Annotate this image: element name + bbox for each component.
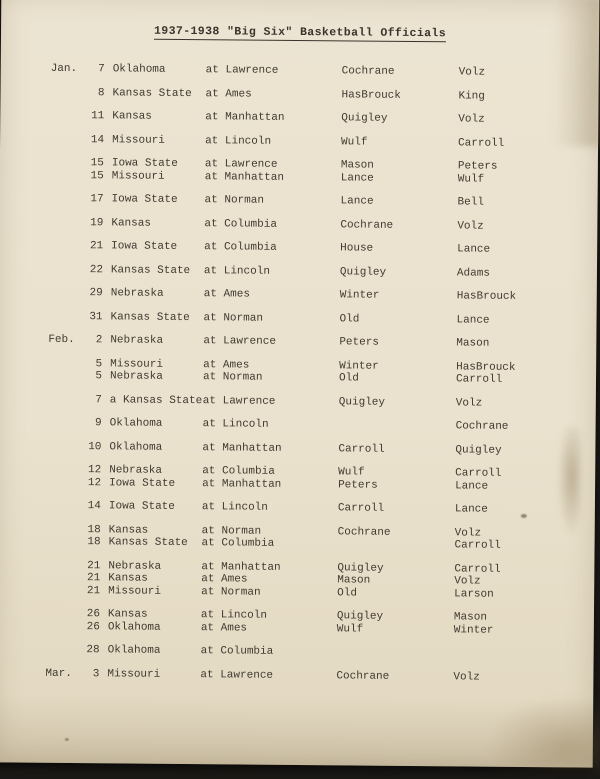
schedule-row xyxy=(51,63,589,80)
schedule-row xyxy=(48,310,586,327)
cell-day: 18 xyxy=(87,536,101,549)
cell-day: 11 xyxy=(91,110,105,123)
cell-team: Kansas xyxy=(111,216,152,230)
paper-stain-bottom-band xyxy=(0,693,593,767)
cell-official2: Peters xyxy=(457,160,498,173)
cell-official1: HasBrouck xyxy=(341,88,401,102)
cell-month xyxy=(50,193,84,206)
cell-day: 17 xyxy=(90,193,104,206)
schedule-group xyxy=(48,310,586,327)
cell-month xyxy=(50,169,84,182)
cell-official2: Volz xyxy=(454,526,482,540)
cell-day: 8 xyxy=(97,86,105,99)
schedule-group xyxy=(49,287,587,304)
cell-month xyxy=(46,608,80,621)
cell-official1: Cochrane xyxy=(337,525,391,539)
cell-official2: Mason xyxy=(456,337,490,350)
cell-site: at Lawrence xyxy=(202,394,276,408)
paper-speck xyxy=(65,738,69,741)
schedule-row xyxy=(49,240,587,257)
cell-official2: Carroll xyxy=(454,539,501,552)
cell-day: 14 xyxy=(87,500,101,513)
cell-day: 19 xyxy=(90,216,104,229)
cell-site: at Norman xyxy=(201,585,261,599)
cell-day: 3 xyxy=(92,667,100,680)
cell-site: at Manhattan xyxy=(202,477,282,491)
cell-team: Nebraska xyxy=(110,287,164,300)
cell-official1: Old xyxy=(339,312,360,326)
cell-team: Missouri xyxy=(112,133,165,147)
schedule-group xyxy=(46,608,584,638)
cell-team: Iowa State xyxy=(111,240,178,253)
cell-official1: Cochrane xyxy=(341,65,395,78)
cell-team: Iowa State xyxy=(108,500,175,513)
cell-team: Oklahoma xyxy=(107,620,161,634)
cell-day: 15 xyxy=(90,169,104,182)
cell-day: 29 xyxy=(89,287,103,300)
schedule-row xyxy=(45,667,583,684)
cell-site: at Lawrence xyxy=(200,668,274,682)
cell-day: 5 xyxy=(95,357,103,370)
cell-month xyxy=(48,357,82,370)
schedule-group xyxy=(51,63,589,80)
cell-team: Iowa State xyxy=(109,476,176,490)
cell-month xyxy=(46,584,80,597)
cell-site: at Manhattan xyxy=(202,441,282,455)
schedule-group xyxy=(45,667,583,684)
cell-official2: Lance xyxy=(454,503,488,516)
schedule-group xyxy=(48,393,586,410)
cell-day: 9 xyxy=(94,417,102,430)
schedule-row xyxy=(49,263,587,280)
cell-month xyxy=(47,500,81,513)
cell-official1: Carroll xyxy=(338,442,385,456)
cell-team: Nebraska xyxy=(108,559,162,573)
cell-site: at Norman xyxy=(201,524,262,538)
cell-month xyxy=(46,620,80,633)
cell-team: Iowa State xyxy=(111,157,178,170)
schedule-group xyxy=(50,133,588,150)
cell-official1: Peters xyxy=(338,478,378,492)
cell-day: 21 xyxy=(86,584,101,597)
cell-official2: Volz xyxy=(458,66,486,79)
schedule-group xyxy=(50,86,588,103)
cell-day: 28 xyxy=(86,644,100,657)
cell-month xyxy=(49,263,83,276)
schedule-row xyxy=(47,500,585,517)
cell-day: 21 xyxy=(89,240,104,253)
cell-month xyxy=(50,86,84,99)
cell-official2: Mason xyxy=(453,611,488,624)
cell-official1 xyxy=(337,646,454,660)
cell-team: Kansas xyxy=(112,110,152,123)
schedule-group xyxy=(49,216,587,233)
cell-team: Oklahoma xyxy=(112,63,166,76)
cell-day: 18 xyxy=(87,523,101,536)
cell-month xyxy=(50,157,84,170)
cell-official1: Lance xyxy=(340,195,374,208)
cell-official2: Carroll xyxy=(455,373,503,386)
cell-official1: Carroll xyxy=(337,502,385,515)
cell-official1: Winter xyxy=(339,289,380,302)
cell-official1: Quigley xyxy=(341,112,388,125)
schedule-group xyxy=(48,417,586,434)
cell-site: at Lawrence xyxy=(205,64,279,77)
cell-site: at Columbia xyxy=(204,241,277,254)
schedule-group xyxy=(47,523,585,553)
cell-team: Kansas State xyxy=(112,86,192,100)
cell-month xyxy=(48,370,82,383)
cell-month xyxy=(46,572,80,585)
cell-team: Kansas State xyxy=(110,263,191,277)
cell-team: Nebraska xyxy=(109,370,163,383)
cell-official2: HasBrouck xyxy=(456,290,517,303)
cell-official1: Old xyxy=(338,372,359,385)
cell-official2: Volz xyxy=(455,396,483,410)
cell-day: 7 xyxy=(98,63,105,76)
cell-official1 xyxy=(339,419,456,433)
cell-month xyxy=(48,417,82,430)
cell-day: 26 xyxy=(86,620,100,633)
cell-day: 2 xyxy=(95,334,103,347)
cell-official1: Wulf xyxy=(338,466,365,479)
cell-official2: Volz xyxy=(453,670,480,684)
cell-month: Mar. xyxy=(45,667,72,680)
cell-site: at Columbia xyxy=(201,537,275,550)
cell-official2: Wulf xyxy=(457,172,485,186)
schedule-group xyxy=(49,263,587,280)
cell-site: at Ames xyxy=(200,621,248,635)
schedule-row xyxy=(50,86,588,103)
cell-day: 26 xyxy=(86,608,101,621)
cell-site: at Manhattan xyxy=(205,111,285,124)
cell-official2: Lance xyxy=(455,479,489,493)
cell-official2: Carroll xyxy=(454,562,501,576)
cell-official1: Quigley xyxy=(339,265,387,279)
schedule-row xyxy=(48,334,586,351)
cell-site: at Manhattan xyxy=(201,560,281,574)
cell-official2: Adams xyxy=(456,266,491,280)
cell-official1: Quigley xyxy=(337,561,384,575)
cell-site: at Lawrence xyxy=(204,158,278,171)
cell-day: 21 xyxy=(87,572,101,585)
cell-official2: Lance xyxy=(456,313,490,327)
cell-site: at Lincoln xyxy=(201,501,268,514)
schedule-group xyxy=(50,110,588,127)
cell-team: Kansas State xyxy=(110,310,190,324)
cell-site: at Ames xyxy=(205,87,252,101)
cell-official2: King xyxy=(458,89,485,103)
cell-team: Oklahoma xyxy=(109,440,163,454)
cell-team: Missouri xyxy=(110,357,164,371)
cell-official2: Winter xyxy=(453,623,494,637)
cell-site: at Ames xyxy=(203,358,250,372)
cell-official1: Old xyxy=(337,586,358,600)
paper-stain-bottom-right xyxy=(487,696,600,769)
cell-official2: Volz xyxy=(454,575,481,588)
schedule-group xyxy=(50,157,588,187)
cell-site: at Ames xyxy=(203,288,251,301)
cell-site: at Lincoln xyxy=(202,418,269,431)
cell-official1: Wulf xyxy=(336,622,364,636)
cell-team: Kansas xyxy=(108,523,149,537)
cell-team: Kansas xyxy=(108,572,148,585)
cell-site: at Manhattan xyxy=(204,170,285,184)
cell-day: 21 xyxy=(87,559,101,572)
cell-day: 31 xyxy=(89,310,103,323)
schedule-group xyxy=(46,559,584,601)
schedule-row xyxy=(48,393,586,410)
cell-site: at Lawrence xyxy=(203,335,277,348)
cell-official2: Larson xyxy=(454,587,494,601)
cell-month: Jan. xyxy=(50,62,78,76)
cell-month xyxy=(50,110,84,123)
cell-team: Oklahoma xyxy=(109,417,163,430)
schedule-group xyxy=(48,334,586,351)
schedule-row xyxy=(49,216,587,233)
cell-official2: Volz xyxy=(458,113,485,126)
cell-official2: Volz xyxy=(457,219,484,233)
schedule-row xyxy=(47,440,585,457)
cell-team: Oklahoma xyxy=(107,644,161,657)
cell-month: Feb. xyxy=(48,333,75,347)
cell-month xyxy=(46,644,80,657)
cell-official2: Bell xyxy=(457,196,485,209)
cell-month xyxy=(48,310,82,323)
cell-official1: Cochrane xyxy=(340,218,394,232)
cell-month xyxy=(46,559,80,572)
cell-day: 7 xyxy=(95,393,102,406)
cell-day: 15 xyxy=(90,157,104,170)
cell-site: at Lincoln xyxy=(203,264,271,278)
cell-official2: HasBrouck xyxy=(456,360,516,374)
schedule-group xyxy=(46,644,584,661)
cell-official1: Mason xyxy=(340,159,374,172)
cell-official2: Lance xyxy=(457,243,491,256)
cell-site: at Columbia xyxy=(202,465,275,478)
schedule-row xyxy=(49,287,587,304)
cell-official1: Cochrane xyxy=(336,669,390,683)
schedule-row xyxy=(50,133,588,150)
cell-site: at Columbia xyxy=(204,217,278,231)
cell-team: Kansas State xyxy=(108,536,188,550)
cell-month xyxy=(49,216,83,229)
cell-site: at Columbia xyxy=(200,645,274,658)
cell-official1 xyxy=(338,538,455,552)
cell-official1: Lance xyxy=(340,171,374,185)
schedule-group xyxy=(48,357,586,387)
cell-official2: Carroll xyxy=(458,136,505,150)
cell-official1: House xyxy=(340,242,374,255)
cell-team: Missouri xyxy=(108,584,162,598)
cell-site: at Lincoln xyxy=(200,609,268,622)
cell-month xyxy=(49,240,83,253)
cell-official1: Winter xyxy=(339,359,379,373)
schedule-group xyxy=(47,464,585,494)
cell-day: 12 xyxy=(87,464,102,477)
cell-month xyxy=(47,536,81,549)
schedule-row xyxy=(48,417,586,434)
cell-day: 12 xyxy=(87,476,102,489)
cell-site: at Norman xyxy=(203,311,264,325)
cell-month xyxy=(47,464,81,477)
cell-month xyxy=(49,287,83,300)
cell-month xyxy=(50,133,84,146)
cell-official2: Cochrane xyxy=(455,420,509,433)
cell-team: Iowa State xyxy=(111,193,178,206)
cell-official2 xyxy=(454,647,584,661)
schedule-row xyxy=(46,644,584,661)
cell-official2: Quigley xyxy=(455,443,502,457)
cell-month xyxy=(48,393,82,406)
cell-site: at Ames xyxy=(201,573,248,586)
schedule-group xyxy=(49,240,587,257)
cell-day: 5 xyxy=(95,370,103,383)
page-title-text: 1937-1938 "Big Six" Basketball Officials xyxy=(153,24,447,41)
cell-site: at Lincoln xyxy=(205,134,272,148)
cell-official1: Mason xyxy=(337,574,371,587)
cell-team: Kansas xyxy=(107,608,148,621)
cell-month xyxy=(47,476,81,489)
cell-official1: Wulf xyxy=(341,135,368,149)
cell-month xyxy=(47,440,81,453)
cell-day: 22 xyxy=(89,263,104,276)
schedule-group xyxy=(47,440,585,457)
schedule-table xyxy=(45,63,588,696)
cell-official1: Peters xyxy=(339,336,379,349)
cell-team: Nebraska xyxy=(109,464,163,477)
cell-site: at Norman xyxy=(204,194,265,207)
cell-day: 14 xyxy=(90,133,105,146)
cell-team: Nebraska xyxy=(110,334,164,347)
schedule-group xyxy=(50,193,588,210)
cell-team: Missouri xyxy=(107,667,161,681)
schedule-group xyxy=(47,500,585,517)
cell-day: 10 xyxy=(88,440,102,453)
cell-team: Missouri xyxy=(111,169,165,183)
page-title xyxy=(1,23,599,41)
cell-official1: Quigley xyxy=(338,395,386,409)
schedule-row xyxy=(50,193,588,210)
schedule-row xyxy=(50,110,588,127)
cell-month xyxy=(47,523,81,536)
cell-official2: Carroll xyxy=(455,467,502,480)
cell-team: a Kansas State xyxy=(109,393,203,407)
cell-site: at Norman xyxy=(202,371,263,384)
cell-official1: Quigley xyxy=(336,610,384,623)
